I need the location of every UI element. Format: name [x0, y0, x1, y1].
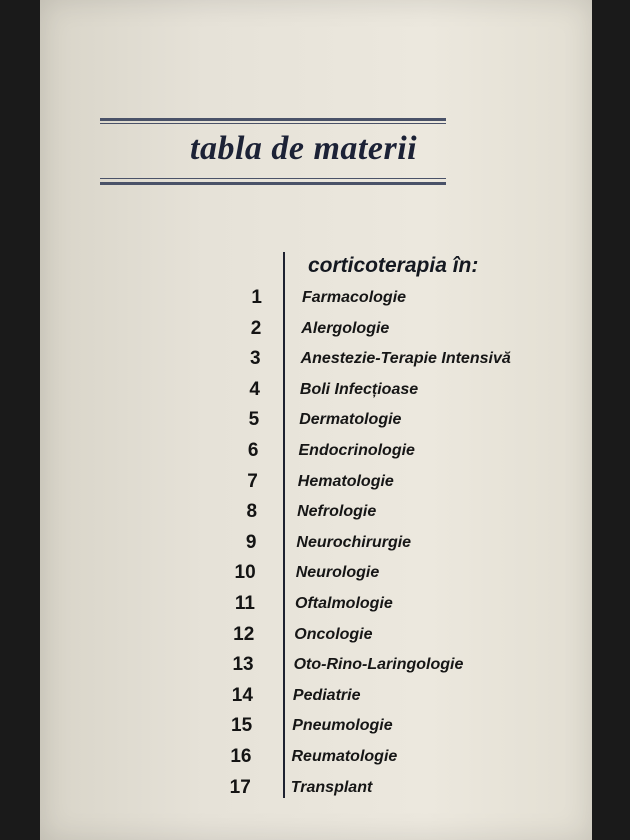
toc-item-label: Transplant	[290, 778, 373, 796]
toc-item	[216, 471, 536, 499]
title-top-rule-thin	[100, 123, 446, 124]
toc-item-number: 7	[247, 470, 258, 492]
toc-item	[213, 593, 533, 621]
toc-item	[210, 715, 530, 743]
toc-item	[214, 562, 534, 590]
toc-item-label: Oncologie	[294, 625, 373, 643]
toc-item-number: 14	[231, 684, 253, 706]
toc-item	[218, 379, 538, 407]
toc-item-label: Neurochirurgie	[296, 533, 412, 551]
toc-item-number: 1	[251, 287, 262, 308]
toc-item-label: Neurologie	[295, 564, 380, 582]
toc-item-number: 6	[247, 440, 259, 461]
toc-subtitle: corticoterapia în:	[308, 254, 479, 277]
title-bottom-rule	[100, 182, 446, 185]
toc-item-label: Reumatologie	[291, 748, 398, 765]
toc-item	[212, 624, 532, 652]
toc-item	[212, 654, 532, 682]
toc-item-number: 4	[249, 378, 260, 400]
toc-item-label: Hematologie	[297, 472, 394, 490]
toc-item-number: 8	[246, 501, 258, 523]
toc-item	[220, 287, 540, 315]
toc-item	[217, 409, 537, 437]
toc-item	[215, 501, 535, 529]
toc-item	[214, 532, 534, 560]
toc-item-label: Dermatologie	[299, 411, 402, 429]
toc-item-label: Oto-Rino-Laringologie	[293, 656, 464, 674]
toc-item-number: 9	[245, 531, 257, 553]
toc-item-number: 2	[250, 317, 262, 339]
toc-item-number: 11	[234, 593, 255, 614]
toc-item-label: Alergologie	[301, 319, 390, 337]
toc-item-number: 10	[234, 562, 256, 584]
toc-item-number: 17	[229, 776, 251, 798]
toc-item	[209, 777, 529, 805]
toc-item-label: Boli Infecțioase	[299, 380, 419, 398]
toc-item-number: 16	[230, 746, 252, 767]
toc-item-label: Pediatrie	[292, 686, 361, 704]
toc-item-label: Oftalmologie	[295, 595, 393, 612]
toc-item	[217, 440, 537, 468]
toc-item-number: 15	[231, 715, 253, 737]
title-bottom-rule-thin	[100, 178, 446, 179]
toc-item	[210, 746, 530, 774]
toc-item-number: 5	[248, 409, 260, 431]
toc-item	[219, 318, 539, 346]
toc-item-label: Anestezie-Terapie Intensivă	[300, 350, 511, 368]
title-top-rule	[100, 118, 446, 121]
toc-item-label: Nefrologie	[297, 503, 377, 521]
page-title: tabla de materii	[190, 130, 418, 167]
toc-item-label: Pneumologie	[292, 717, 393, 735]
toc-item-number: 13	[232, 654, 254, 676]
toc-item-number: 3	[250, 348, 261, 370]
toc-item-number: 12	[233, 623, 255, 645]
toc-item	[219, 348, 539, 376]
toc-item	[211, 685, 531, 713]
toc-item-label: Farmacologie	[302, 289, 407, 306]
toc-item-label: Endocrinologie	[298, 442, 415, 459]
book-page	[40, 0, 592, 840]
